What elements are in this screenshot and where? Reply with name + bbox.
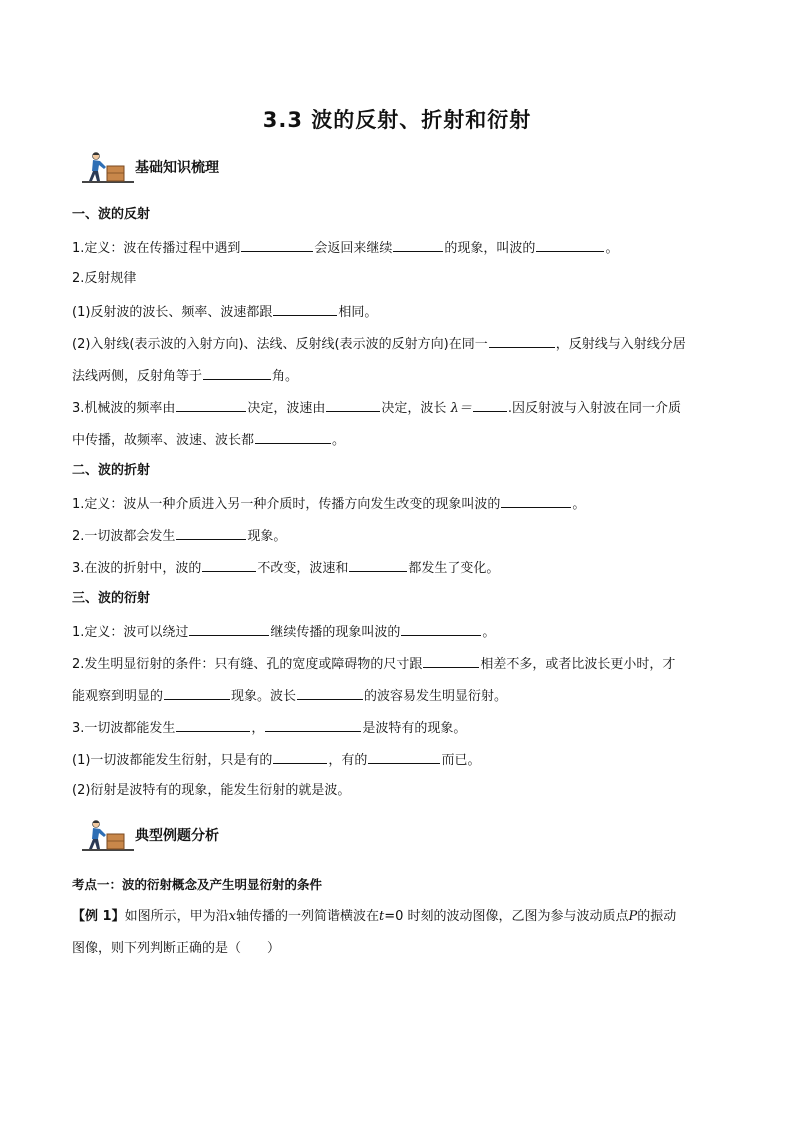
example-question-line: 【例 1】如图所示，甲为沿x轴传播的一列简谐横波在t=0 时刻的波动图像，乙图为参与波动质点P的振动 (72, 909, 677, 924)
answer-blank[interactable] (349, 558, 407, 572)
answer-blank[interactable] (273, 750, 327, 764)
answer-blank[interactable] (401, 622, 481, 636)
text-line: 2.反射规律 (72, 271, 137, 286)
answer-blank[interactable] (265, 718, 361, 732)
answer-blank[interactable] (241, 238, 313, 252)
text-line: (2)衍射是波特有的现象，能发生衍射的就是波。 (72, 783, 351, 798)
boy-pushing-box-icon (80, 150, 134, 184)
text-line: 1.定义：波在传播过程中遇到 会返回来继续 的现象，叫波的 。 (72, 238, 732, 258)
answer-blank[interactable] (536, 238, 604, 252)
answer-blank[interactable] (393, 238, 443, 252)
answer-blank[interactable] (203, 366, 271, 380)
text-line: (2)入射线(表示波的入射方向)、法线、反射线(表示波的反射方向)在同一 ，反射线与入射线分居 (72, 334, 732, 354)
section-label-basics: 基础知识梳理 (135, 160, 219, 176)
answer-blank[interactable] (164, 686, 230, 700)
text-line: (1)反射波的波长、频率、波速都跟 相同。 (72, 302, 732, 322)
section-header-basics (80, 150, 300, 184)
answer-blank[interactable] (326, 398, 380, 412)
answer-blank[interactable] (423, 654, 479, 668)
text-line: 1.定义：波从一种介质进入另一种介质时，传播方向发生改变的现象叫波的 。 (72, 494, 732, 514)
text-line: 3.机械波的频率由 决定，波速由 决定，波长 λ＝ .因反射波与入射波在同一介质 (72, 398, 732, 418)
answer-blank[interactable] (368, 750, 440, 764)
text-line: 2.发生明显衍射的条件：只有缝、孔的宽度或障碍物的尺寸跟 相差不多，或者比波长更小时，才 (72, 654, 732, 674)
section-label-examples: 典型例题分析 (135, 828, 219, 844)
example-label: 【例 1】 (72, 909, 125, 924)
heading-refraction: 二、波的折射 (72, 463, 151, 478)
answer-blank[interactable] (176, 526, 246, 540)
answer-blank[interactable] (273, 302, 337, 316)
text-line: 能观察到明显的 现象。波长 的波容易发生明显衍射。 (72, 686, 732, 706)
answer-blank[interactable] (255, 430, 331, 444)
text-line: 法线两侧，反射角等于 角。 (72, 366, 732, 386)
boy-pushing-box-icon (80, 818, 134, 852)
answer-blank[interactable] (501, 494, 571, 508)
page-title: 3.3 波的反射、折射和衍射 (262, 108, 532, 132)
text-line: 中传播，故频率、波速、波长都 。 (72, 430, 732, 450)
answer-blank[interactable] (297, 686, 363, 700)
heading-diffraction: 三、波的衍射 (72, 591, 151, 606)
text-line: 3.一切波都能发生 ， 是波特有的现象。 (72, 718, 732, 738)
text-line: 1.定义：波可以绕过 继续传播的现象叫波的 。 (72, 622, 732, 642)
text-line: (1)一切波都能发生衍射，只是有的 ，有的 而已。 (72, 750, 732, 770)
text-line: 2.一切波都会发生 现象。 (72, 526, 732, 546)
answer-blank[interactable] (202, 558, 256, 572)
answer-blank[interactable] (176, 398, 246, 412)
answer-blank[interactable] (189, 622, 269, 636)
section-header-examples (80, 818, 300, 852)
heading-reflection: 一、波的反射 (72, 207, 151, 222)
example-question-line: 图像，则下列判断正确的是（ ） (72, 941, 281, 956)
answer-blank[interactable] (489, 334, 555, 348)
text-line: 3.在波的折射中，波的 不改变，波速和 都发生了变化。 (72, 558, 732, 578)
answer-blank[interactable] (176, 718, 250, 732)
answer-blank[interactable] (473, 398, 507, 412)
topic-heading: 考点一：波的衍射概念及产生明显衍射的条件 (72, 877, 323, 892)
